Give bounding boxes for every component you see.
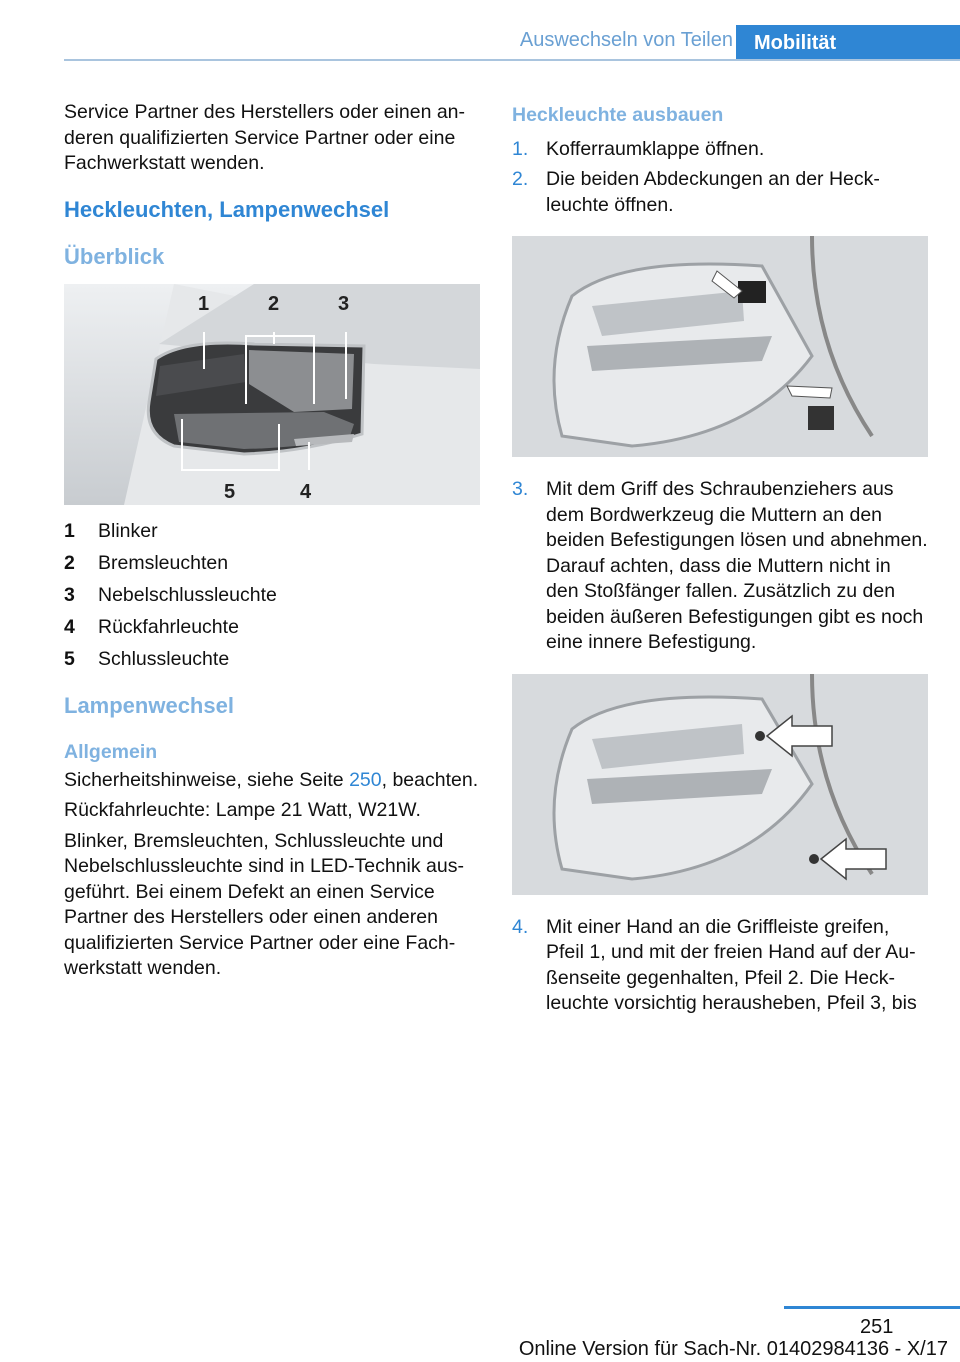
callout-3: 3: [338, 292, 350, 315]
overview-heading: Überblick: [64, 244, 165, 269]
step-item: [512, 167, 928, 218]
page-header: [64, 25, 960, 61]
step-text: Kofferraumklappe öffnen.: [546, 137, 765, 160]
callout-4: 4: [300, 480, 312, 503]
step-number: 4.: [512, 915, 529, 938]
legend-label: Nebelschlussleuchte: [98, 583, 277, 606]
footer-rule: [784, 1306, 960, 1309]
removal-heading: Heckleuchte ausbauen: [512, 104, 724, 126]
step-number: 1.: [512, 137, 529, 160]
step-text: Die beiden Abdeckungen an der Heckleuchte öffnen.: [546, 168, 880, 216]
tail-light-overview-illustration: [64, 284, 480, 505]
callout-5: 5: [224, 480, 236, 503]
legend-number: 4: [64, 615, 75, 638]
step-text: Mit einer Hand an die Griffleiste greifen, Pfeil 1, und mit der freien Hand auf der Außenseite gegenhalten, Pfeil 2. Die Heckleuchte vorsichtig herausheben, Pfeil 3, bis: [546, 915, 917, 1014]
figure-covers: [512, 236, 928, 457]
section-heading: Heckleuchten, Lampenwechsel: [64, 196, 390, 222]
legend-item: [64, 547, 480, 579]
legend-item: [64, 515, 480, 547]
header-section-title: Auswechseln von Teilen: [519, 29, 733, 51]
legend-label: Rückfahrleuchte: [98, 615, 239, 638]
step-number: 3.: [512, 478, 529, 500]
cover-opening-figure: [512, 236, 928, 457]
removal-steps: [512, 137, 928, 1017]
tail-light-overview-figure: [64, 284, 480, 505]
legend-item: [64, 579, 480, 611]
fastener-illustration: [512, 674, 928, 895]
allgemein-heading: Allgemein: [64, 741, 158, 763]
safety-paragraph: [64, 768, 480, 794]
legend-item: [64, 611, 480, 643]
figure-fasteners: [512, 674, 928, 895]
step-item: [512, 915, 928, 1017]
step-text: Mit dem Griff des Schraubenziehers aus dem Bordwerkzeug die Muttern an den beiden Befestigungen lösen und abnehmen. Darauf achten, dass die Muttern nicht in den Stoßfänger fallen. Zusätzlich zu den beiden äußeren Befestigungen gibt es noch eine innere Befestigung.: [546, 478, 928, 653]
right-column: [512, 100, 928, 1022]
legend-number: 2: [64, 551, 75, 574]
online-version-note: Online Version für Sach-Nr. 01402984136 - X/17: [518, 1338, 948, 1360]
header-chapter-tab: Mobilität: [736, 25, 960, 61]
legend-label: Blinker: [98, 519, 158, 542]
legend-number: 3: [64, 583, 75, 606]
legend-label: Bremsleuchten: [98, 551, 229, 574]
legend-number: 5: [64, 647, 75, 670]
legend-label: Schlussleuchte: [98, 647, 230, 670]
header-rule: [64, 59, 960, 61]
step-item: [512, 477, 928, 656]
step-number: 2.: [512, 168, 529, 190]
legend-number: 1: [64, 519, 75, 542]
legend-item: [64, 643, 480, 675]
callout-2: 2: [268, 292, 280, 315]
safety-suffix: , beachten.: [381, 768, 479, 791]
safety-prefix: Sicherheitshinweise, siehe Seite: [64, 768, 350, 791]
callout-1: 1: [198, 292, 210, 315]
fastener-figure: [512, 674, 928, 895]
intro-paragraph: Service Partner des Herstellers oder einen anderen qualifizierten Service Partner oder eine Fachwerkstatt wenden.: [64, 101, 466, 174]
reverse-light-paragraph: Rückfahrleuchte: Lampe 21 Watt, W21W.: [64, 799, 421, 821]
cover-opening-illustration: [512, 236, 928, 457]
page-reference-link[interactable]: 250: [349, 768, 382, 791]
step-item: [512, 137, 928, 163]
page-number: 251: [860, 1316, 894, 1338]
led-paragraph: Blinker, Bremsleuchten, Schlussleuchte und Nebelschlussleuchte sind in LED-Technik ausgeführt. Bei einem Defekt an einen Service Partner des Herstellers oder einen anderen qualifizierten Service Partner oder eine Fachwerkstatt wenden.: [64, 829, 464, 979]
legend-list: [64, 515, 480, 675]
left-column: [64, 100, 480, 987]
lampenwechsel-heading: Lampenwechsel: [64, 692, 234, 718]
